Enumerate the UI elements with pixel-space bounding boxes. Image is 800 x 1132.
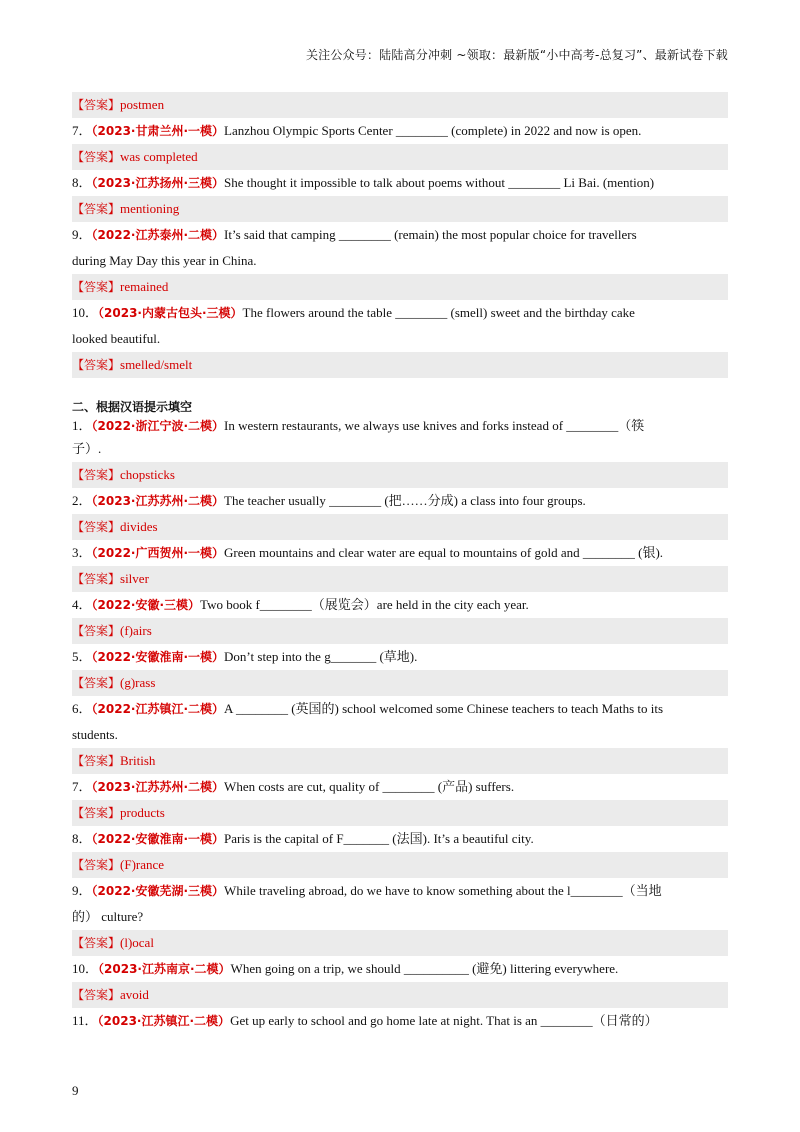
question-source: （2023·江苏镇江·二模）	[97, 1014, 231, 1028]
answer-value: was completed	[120, 149, 198, 164]
answer-row	[72, 670, 728, 696]
question-row	[72, 540, 728, 566]
answer-label: 【答案】	[72, 520, 121, 534]
question-number: 11．	[72, 1013, 98, 1028]
question-number: 5．	[72, 649, 92, 664]
question-text: Green mountains and clear water are equal to mountains of gold and ________ (银).	[224, 545, 664, 560]
question-row	[72, 1008, 728, 1034]
answer-value: products	[120, 805, 165, 820]
question-number: 10．	[72, 961, 99, 976]
question-row	[72, 644, 728, 670]
question-number: 4．	[72, 597, 92, 612]
question-source: （2022·安徽淮南·一模）	[91, 832, 225, 846]
section-title: 二、根据汉语提示填空	[72, 400, 193, 414]
answer-row	[72, 748, 728, 774]
question-source: （2022·江苏泰州·二模）	[91, 228, 225, 242]
answer-label: 【答案】	[72, 572, 121, 586]
answer-value: British	[120, 753, 156, 768]
question-text: In western restaurants, we always use knives and forks instead of ________（筷	[224, 418, 645, 433]
question-row	[72, 118, 728, 144]
question-source: （2022·安徽淮南·一模）	[91, 650, 225, 664]
question-source: （2023·江苏南京·二模）	[98, 962, 231, 976]
question-continuation: during May Day this year in China.	[72, 253, 257, 268]
answer-label: 【答案】	[72, 806, 121, 820]
question-source: （2022·浙江宁波·二模）	[91, 419, 225, 433]
answer-value: avoid	[120, 987, 149, 1002]
question-number: 10．	[72, 305, 99, 320]
answer-value: silver	[120, 571, 149, 586]
question-continuation: looked beautiful.	[72, 331, 161, 346]
answer-row	[72, 462, 728, 488]
question-text: A ________ (英国的) school welcomed some Chinese teachers to teach Maths to its	[224, 701, 664, 716]
question-text: When costs are cut, quality of ________ (产品) suffers.	[224, 779, 515, 794]
answer-row	[72, 982, 728, 1008]
answer-label: 【答案】	[72, 280, 121, 294]
question-continuation: students.	[72, 727, 118, 742]
answer-label: 【答案】	[72, 468, 121, 482]
question-text: Get up early to school and go home late at night. That is an ________（日常的）	[230, 1013, 658, 1028]
answer-value: (F)rance	[120, 857, 165, 872]
question-source: （2023·内蒙古包头·三模）	[98, 306, 243, 320]
answer-label: 【答案】	[72, 754, 121, 768]
question-source: （2023·江苏扬州·三模）	[91, 176, 225, 190]
answer-label: 【答案】	[72, 676, 121, 690]
answer-value: (l)ocal	[120, 935, 154, 950]
answer-label: 【答案】	[72, 988, 121, 1002]
question-text: When going on a trip, we should __________ (避免) littering everywhere.	[230, 961, 619, 976]
question-row	[72, 170, 728, 196]
question-source: （2022·江苏镇江·二模）	[91, 702, 225, 716]
question-number: 9．	[72, 227, 92, 242]
question-text: Paris is the capital of F_______ (法国). It’s a beautiful city.	[224, 831, 534, 846]
question-source: （2023·甘肃兰州·一模）	[91, 124, 225, 138]
answer-value: divides	[120, 519, 158, 534]
question-source: （2022·广西贺州·一模）	[91, 546, 225, 560]
answer-row	[72, 352, 728, 378]
question-source: （2023·江苏苏州·二模）	[91, 494, 225, 508]
question-text: She thought it impossible to talk about poems without ________ Li Bai. (mention)	[224, 175, 655, 190]
answer-value: (g)rass	[120, 675, 156, 690]
answer-value: postmen	[120, 97, 165, 112]
answer-row	[72, 92, 728, 118]
question-continuation: 子）.	[72, 441, 102, 456]
question-row	[72, 488, 728, 514]
question-text: The flowers around the table ________ (smell) sweet and the birthday cake	[242, 305, 635, 320]
answer-label: 【答案】	[72, 858, 121, 872]
question-continuation: 的） culture?	[72, 909, 144, 924]
answer-label: 【答案】	[72, 98, 121, 112]
question-source: （2023·江苏苏州·二模）	[91, 780, 225, 794]
answer-row	[72, 800, 728, 826]
question-number: 8．	[72, 831, 92, 846]
question-text: It’s said that camping ________ (remain) the most popular choice for travellers	[224, 227, 637, 242]
answer-label: 【答案】	[72, 624, 121, 638]
question-source: （2022·安徽芜湖·三模）	[91, 884, 225, 898]
answer-row	[72, 514, 728, 540]
question-number: 8．	[72, 175, 92, 190]
question-row	[72, 592, 728, 618]
question-row	[72, 956, 728, 982]
question-number: 6．	[72, 701, 92, 716]
question-row	[72, 300, 728, 326]
answer-value: (f)airs	[120, 623, 152, 638]
answer-row	[72, 930, 728, 956]
answer-label: 【答案】	[72, 358, 121, 372]
answer-value: smelled/smelt	[120, 357, 193, 372]
question-number: 7．	[72, 123, 92, 138]
question-text: While traveling abroad, do we have to know something about the l________（当地	[224, 883, 662, 898]
answer-row	[72, 144, 728, 170]
answer-label: 【答案】	[72, 936, 121, 950]
answer-row	[72, 566, 728, 592]
answer-row	[72, 196, 728, 222]
question-row	[72, 774, 728, 800]
answer-row	[72, 852, 728, 878]
answer-row	[72, 618, 728, 644]
answer-label: 【答案】	[72, 202, 121, 216]
question-number: 7．	[72, 779, 92, 794]
answer-value: chopsticks	[120, 467, 175, 482]
question-text: Two book f________（展览会）are held in the city each year.	[200, 597, 529, 612]
question-row	[72, 222, 728, 248]
question-number: 3．	[72, 545, 92, 560]
question-row	[72, 416, 728, 436]
answer-value: remained	[120, 279, 169, 294]
question-text: The teacher usually ________ (把……分成) a class into four groups.	[224, 493, 586, 508]
worksheet-content	[72, 92, 728, 1034]
answer-row	[72, 274, 728, 300]
question-text: Don’t step into the g_______ (草地).	[224, 649, 418, 664]
question-number: 9．	[72, 883, 92, 898]
answer-value: mentioning	[120, 201, 180, 216]
page-number: 9	[72, 1083, 79, 1098]
question-row	[72, 696, 728, 722]
question-text: Lanzhou Olympic Sports Center ________ (complete) in 2022 and now is open.	[224, 123, 642, 138]
question-number: 2．	[72, 493, 92, 508]
question-row	[72, 878, 728, 904]
question-source: （2022·安徽·三模）	[91, 598, 201, 612]
answer-label: 【答案】	[72, 150, 121, 164]
question-number: 1．	[72, 418, 92, 433]
question-row	[72, 826, 728, 852]
page-header: 关注公众号：陆陆高分冲刺 ~领取：最新版“小中高考-总复习”、最新试卷下载	[305, 48, 728, 62]
